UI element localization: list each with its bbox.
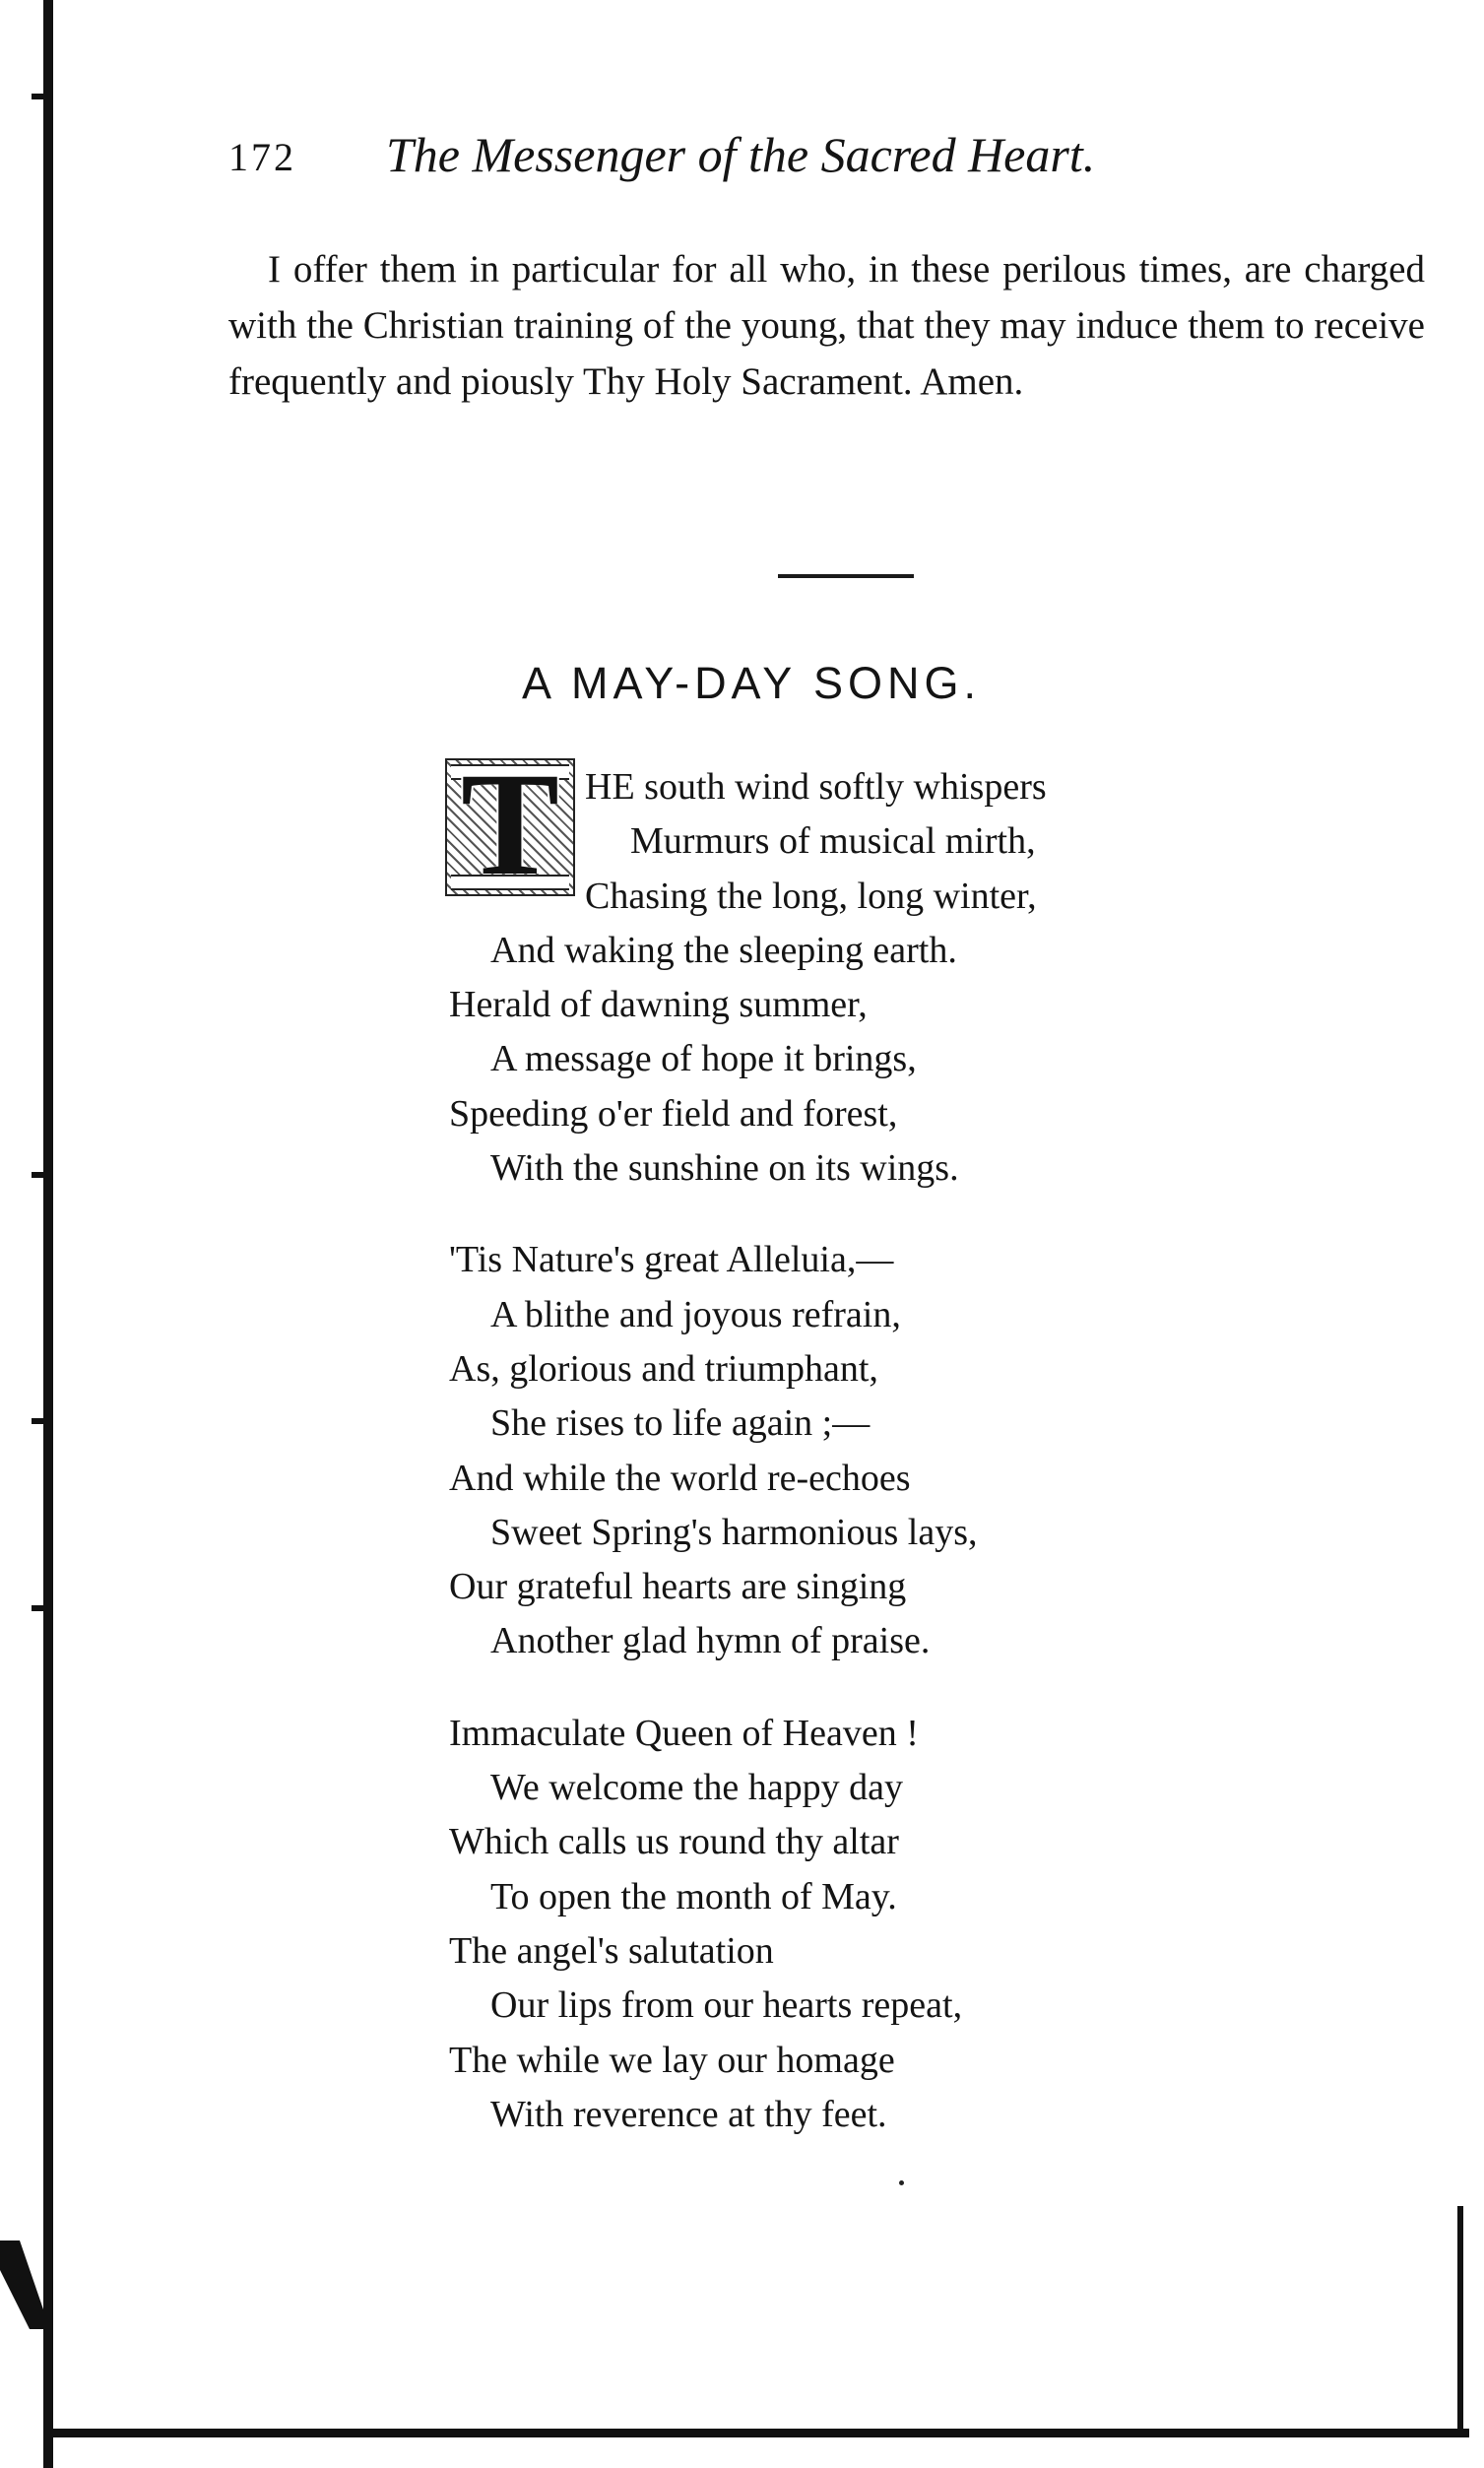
poem-line: HE south wind softly whispers: [585, 766, 1047, 808]
poem-line: A message of hope it brings,: [490, 1038, 917, 1080]
poem-line: Another glad hymn of praise.: [490, 1620, 931, 1662]
stanza-3: [449, 1707, 1335, 2142]
song-title: A MAY-DAY SONG.: [522, 658, 981, 708]
scan-binding-edge: [43, 0, 53, 2468]
running-title: The Messenger of the Sacred Heart.: [386, 127, 1096, 182]
drop-cap-letter: T: [460, 743, 560, 906]
scan-bottom-rule: [43, 2429, 1469, 2437]
poem-line: Which calls us round thy altar: [449, 1821, 899, 1863]
stanza-1: [449, 760, 1335, 1196]
poem-line: The while we lay our homage: [449, 2039, 895, 2081]
poem-line: To open the month of May.: [490, 1875, 897, 1917]
poem-line: And while the world re-echoes: [449, 1457, 911, 1499]
scan-right-edge: [1457, 2206, 1463, 2435]
poem-line: 'Tis Nature's great Alleluia,—: [449, 1239, 894, 1281]
running-head: [228, 126, 1253, 195]
binding-notch: [32, 1418, 45, 1424]
poem-line: Sweet Spring's harmonious lays,: [490, 1511, 978, 1553]
binding-tab-mark: [0, 2241, 43, 2329]
poem-line: Speeding o'er field and forest,: [449, 1092, 898, 1135]
poem-line: With the sunshine on its wings.: [490, 1147, 959, 1190]
poem-line: And waking the sleeping earth.: [490, 929, 957, 971]
poem-line: Our lips from our hearts repeat,: [490, 1984, 963, 2027]
poem-line: Murmurs of musical mirth,: [630, 820, 1036, 863]
binding-notch: [32, 94, 45, 99]
intro-paragraph-block: [228, 241, 1425, 410]
binding-notch: [32, 1172, 45, 1178]
poem-line: Herald of dawning summer,: [449, 984, 868, 1026]
poem-line: Chasing the long, long winter,: [585, 875, 1037, 917]
stanza-2: [449, 1233, 1335, 1668]
poem-line: She rises to life again ;—: [490, 1402, 871, 1445]
section-divider: [778, 574, 914, 578]
poem-line: With reverence at thy feet.: [490, 2093, 887, 2135]
poem-line: A blithe and joyous refrain,: [490, 1293, 901, 1335]
page-number: 172: [228, 135, 296, 179]
binding-notch: [32, 1605, 45, 1611]
poem: [449, 760, 1335, 2142]
poem-line: Immaculate Queen of Heaven !: [449, 1712, 919, 1754]
poem-line: As, glorious and triumphant,: [449, 1347, 878, 1390]
poem-line: Our grateful hearts are singing: [449, 1566, 907, 1608]
poem-line: We welcome the happy day: [490, 1767, 904, 1809]
intro-paragraph: I offer them in particular for all who, in these perilous times, are charged with the Christian training of the young, that they may induce them to receive frequently and piously Thy Holy Sacrament. Amen.: [228, 248, 1425, 403]
ink-speck: [899, 2180, 904, 2185]
poem-line: The angel's salutation: [449, 1929, 774, 1972]
